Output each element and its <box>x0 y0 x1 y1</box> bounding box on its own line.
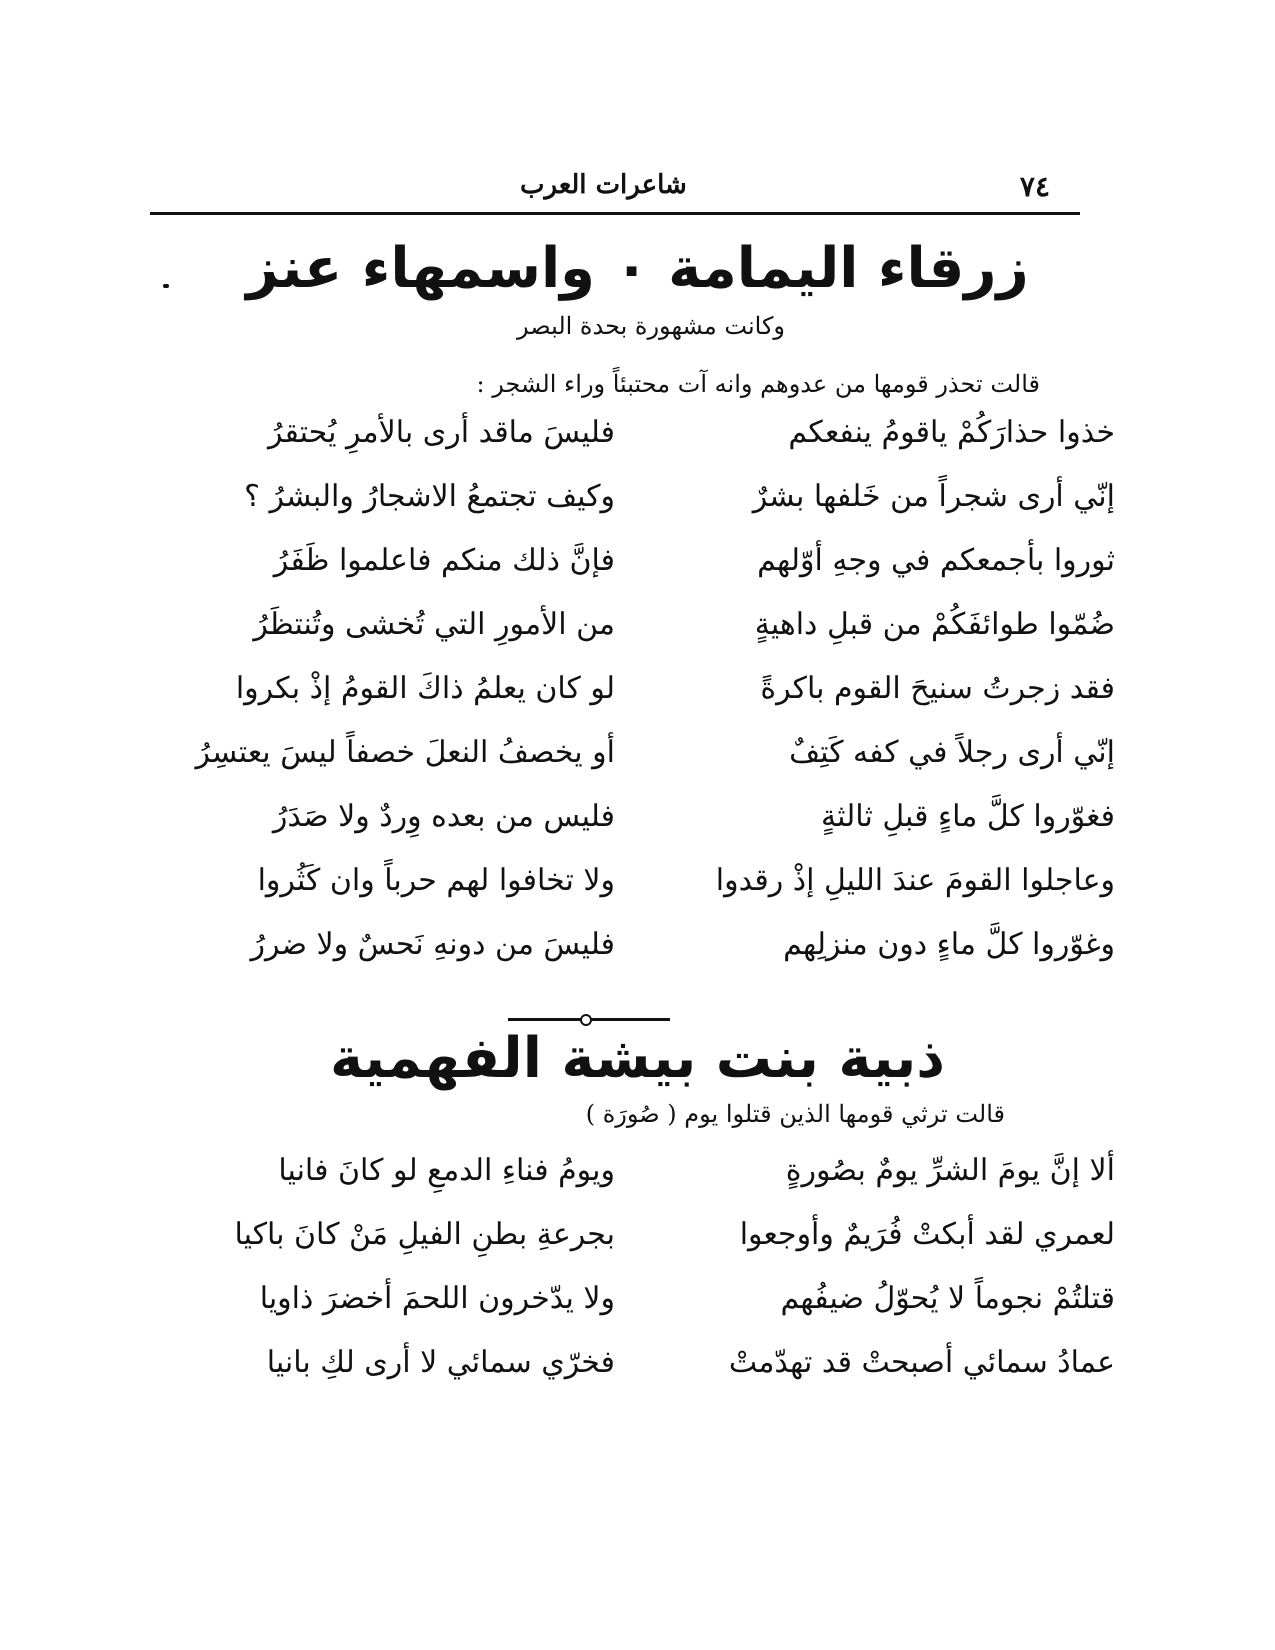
verse-second-hemistich: فليسَ ماقد أرى بالأمرِ يُحتقرُ <box>267 415 615 450</box>
verse-second-hemistich: فخرّي سمائي لا أرى لكِ بانيا <box>266 1345 615 1380</box>
verse-second-hemistich: ويومُ فناءِ الدمعِ لو كانَ فانيا <box>278 1153 615 1188</box>
verse-second-hemistich: فإنَّ ذلك منكم فاعلموا ظَفَرُ <box>273 543 615 578</box>
verse-first-hemistich: ثوروا بأجمعكم في وجهِ أوّلهم <box>757 543 1115 578</box>
verse-first-hemistich: وعاجلوا القومَ عندَ الليلِ إذْ رقدوا <box>715 863 1115 898</box>
verse <box>140 1274 1115 1338</box>
verse-first-hemistich: خذوا حذارَكُمْ ياقومُ ينفعكم <box>788 415 1115 450</box>
verse-first-hemistich: ضُمّوا طوائفَكُمْ من قبلِ داهيةٍ <box>754 607 1115 642</box>
verse-first-hemistich: وغوّروا كلَّ ماءٍ دون منزلِهم <box>783 927 1115 962</box>
verse <box>140 1210 1115 1274</box>
verse-first-hemistich: إنّي أرى شجراً من خَلفها بشرٌ <box>752 479 1115 514</box>
verse <box>140 1338 1115 1402</box>
verse <box>140 856 1115 920</box>
running-header <box>150 170 1080 210</box>
verse-first-hemistich: فغوّروا كلَّ ماءٍ قبلِ ثالثةٍ <box>821 799 1115 834</box>
section-subtitle: وكانت مشهورة بحدة البصر <box>517 312 785 340</box>
verse <box>140 920 1115 984</box>
verse <box>140 536 1115 600</box>
verse-second-hemistich: بجرعةِ بطنِ الفيلِ مَنْ كانَ باكيا <box>234 1217 615 1252</box>
verse-second-hemistich: لو كان يعلمُ ذاكَ القومُ إذْ بكروا <box>235 671 615 706</box>
verse-first-hemistich: قتلتُمْ نجوماً لا يُحوّلُ ضيفُهم <box>780 1281 1115 1316</box>
poem-dhabya <box>140 1146 1115 1402</box>
divider-ornament <box>580 1014 592 1026</box>
verse <box>140 600 1115 664</box>
verse-second-hemistich: من الأمورِ التي تُخشى وتُنتظَرُ <box>253 607 615 642</box>
verse <box>140 792 1115 856</box>
verse-first-hemistich: ألا إنَّ يومَ الشرِّ يومٌ بصُورةٍ <box>785 1153 1115 1188</box>
section-intro: قالت تحذر قومها من عدوهم وانه آت محتبئاً وراء الشجر : <box>476 370 1040 398</box>
verse-second-hemistich: فليس من بعده وِردٌ ولا صَدَرُ <box>272 799 615 834</box>
verse-first-hemistich: لعمري لقد أبكتْ فُرَيمٌ وأوجعوا <box>739 1217 1115 1252</box>
running-title: شاعرات العرب <box>520 170 687 200</box>
verse <box>140 728 1115 792</box>
header-rule <box>150 212 1080 215</box>
poem-zarqa <box>140 408 1115 984</box>
verse <box>140 408 1115 472</box>
verse-first-hemistich: إنّي أرى رجلاً في كفه كَتِفٌ <box>789 735 1115 770</box>
verse-second-hemistich: ولا يدّخرون اللحمَ أخضرَ ذاويا <box>259 1281 615 1316</box>
verse <box>140 1146 1115 1210</box>
verse-second-hemistich: وكيف تجتمعُ الاشجارُ والبشرُ ؟ <box>244 479 615 514</box>
verse-second-hemistich: ولا تخافوا لهم حرباً وان كَثُروا <box>257 863 615 898</box>
section-intro: قالت ترثي قومها الذين قتلوا يوم ( صُورَة ) <box>585 1100 1005 1128</box>
verse-second-hemistich: فليسَ من دونهِ نَحسٌ ولا ضررُ <box>250 927 615 962</box>
verse-first-hemistich: عمادُ سمائي أصبحتْ قد تهدّمتْ <box>728 1345 1115 1380</box>
section-title-zarqa: زرقاء اليمامة ٠ واسمهاء عنز <box>246 236 1029 301</box>
verse <box>140 472 1115 536</box>
verse-second-hemistich: أو يخصفُ النعلَ خصفاً ليسَ يعتسِرُ <box>195 735 615 770</box>
verse-first-hemistich: فقد زجرتُ سنيحَ القوم باكرةً <box>760 671 1115 706</box>
page-number: ٧٤ <box>1019 170 1050 203</box>
section-title-dhabya: ذبية بنت بيشة الفهمية <box>330 1026 945 1091</box>
verse <box>140 664 1115 728</box>
